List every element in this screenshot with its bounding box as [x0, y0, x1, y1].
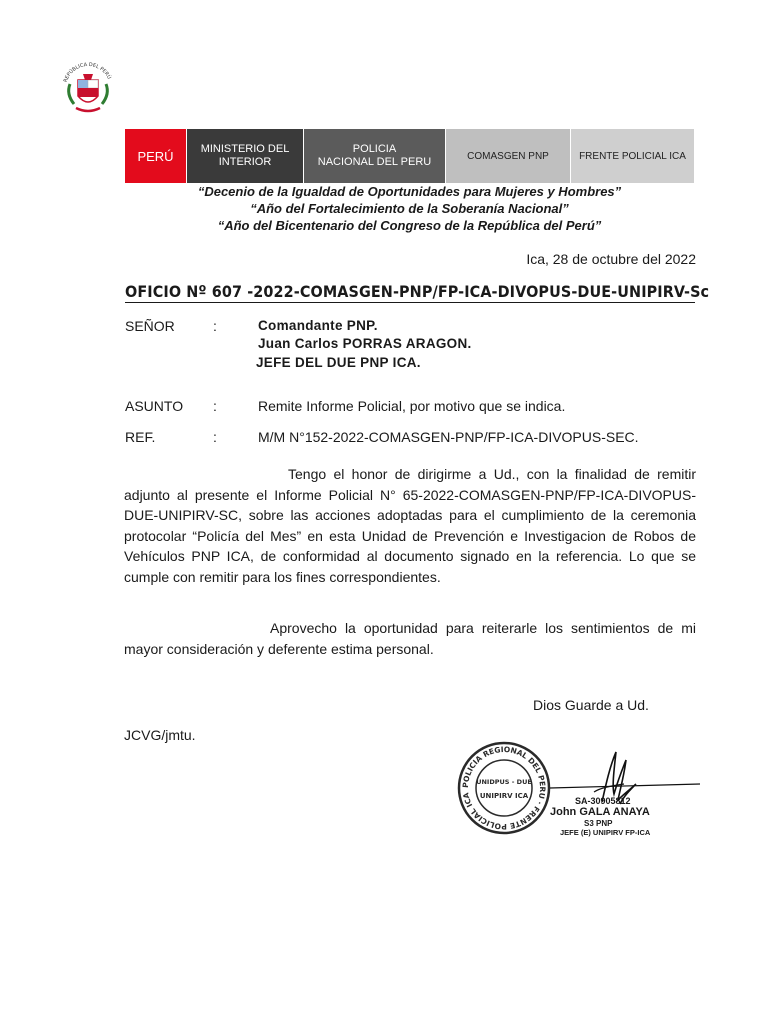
document-date: Ica, 28 de octubre del 2022 — [526, 251, 696, 267]
official-stamp-icon — [456, 740, 552, 836]
signature-role: JEFE (E) UNIPIRV FP-ICA — [560, 828, 651, 837]
body-paragraph-1: Tengo el honor de dirigirme a Ud., con la finalidad de remitir adjunto al presente el Informe Policial N° 65-2022-COMASGEN-PNP/FP-ICA-DIVOPUS-DUE-UNIPIRV-SC, sobre las acciones adoptadas para el cumplimiento de la ceremonia protocolar “Policía del Mes” en esta Unidad de Prevención e Investigacion de Robos de Vehículos PNP ICA, de conformidad al documento signado en la referencia. Lo que se cumple con remitir para los fines correspondientes. — [124, 466, 696, 585]
header-policia-line1: POLICIA — [352, 143, 397, 155]
svg-text:POLICIA REGIONAL DEL PERU · FR — [461, 745, 547, 831]
recipient-rank: Comandante PNP. — [258, 318, 378, 333]
body-paragraph-2: Aprovecho la oportunidad para reiterarle los sentimientos de mi mayor consideración y deferente estima personal. — [124, 620, 696, 657]
recipient-position: JEFE DEL DUE PNP ICA. — [256, 355, 421, 370]
asunto-value: Remite Informe Policial, por motivo que se indica. — [258, 398, 566, 414]
year-mottos — [125, 183, 694, 234]
header-frente-label: FRENTE POLICIAL ICA — [579, 150, 686, 162]
header-peru — [125, 129, 186, 183]
header-comasgen — [445, 129, 570, 183]
header-ministerio-line1: MINISTERIO DEL — [200, 143, 290, 155]
header-frente — [570, 129, 694, 183]
header-policia — [303, 129, 445, 183]
header-policia-line2: NACIONAL DEL PERU — [317, 156, 432, 168]
ref-value: M/M N°152-2022-COMASGEN-PNP/FP-ICA-DIVOPUS-SEC. — [258, 429, 639, 445]
asunto-label: ASUNTO — [125, 398, 184, 414]
institution-header-bar — [125, 129, 694, 183]
motto-soberania: “Año del Fortalecimiento de la Soberanía Nacional” — [250, 201, 569, 216]
header-peru-label: PERÚ — [137, 148, 174, 164]
closing-salutation: Dios Guarde a Ud. — [533, 697, 649, 713]
signature-rank: S3 PNP — [584, 819, 613, 828]
crest-text: REPÚBLICA DEL PERÚ — [62, 61, 112, 84]
stamp-center-line2: UNIPIRV ICA — [479, 792, 529, 800]
stamp-ring-text: POLICIA REGIONAL DEL PERU · FRENTE POLICIAL ICA — [460, 744, 548, 832]
asunto-colon: : — [213, 398, 217, 414]
author-initials: JCVG/jmtu. — [124, 727, 196, 743]
header-ministerio — [186, 129, 303, 183]
senor-colon: : — [213, 318, 217, 334]
motto-bicentenario: “Año del Bicentenario del Congreso de la República del Perú” — [217, 218, 602, 233]
recipient-name: Juan Carlos PORRAS ARAGON. — [258, 336, 472, 351]
signature-cip: SA-30905812 — [575, 796, 631, 806]
stamp-center-line1: UNIDPUS - DUE — [476, 778, 532, 786]
oficio-title: OFICIO Nº 607 -2022-COMASGEN-PNP/FP-ICA-DIVOPUS-DUE-UNIPIRV-Sc — [125, 282, 710, 301]
senor-label: SEÑOR — [125, 318, 175, 334]
ref-colon: : — [213, 429, 217, 445]
signature-name: John GALA ANAYA — [550, 806, 650, 818]
peru-coat-of-arms-icon — [56, 54, 120, 118]
header-comasgen-label: COMASGEN PNP — [467, 150, 549, 162]
ref-label: REF. — [125, 429, 156, 445]
motto-decenio: “Decenio de la Igualdad de Oportunidades para Mujeres y Hombres” — [197, 184, 622, 199]
header-ministerio-line2: INTERIOR — [218, 156, 272, 168]
